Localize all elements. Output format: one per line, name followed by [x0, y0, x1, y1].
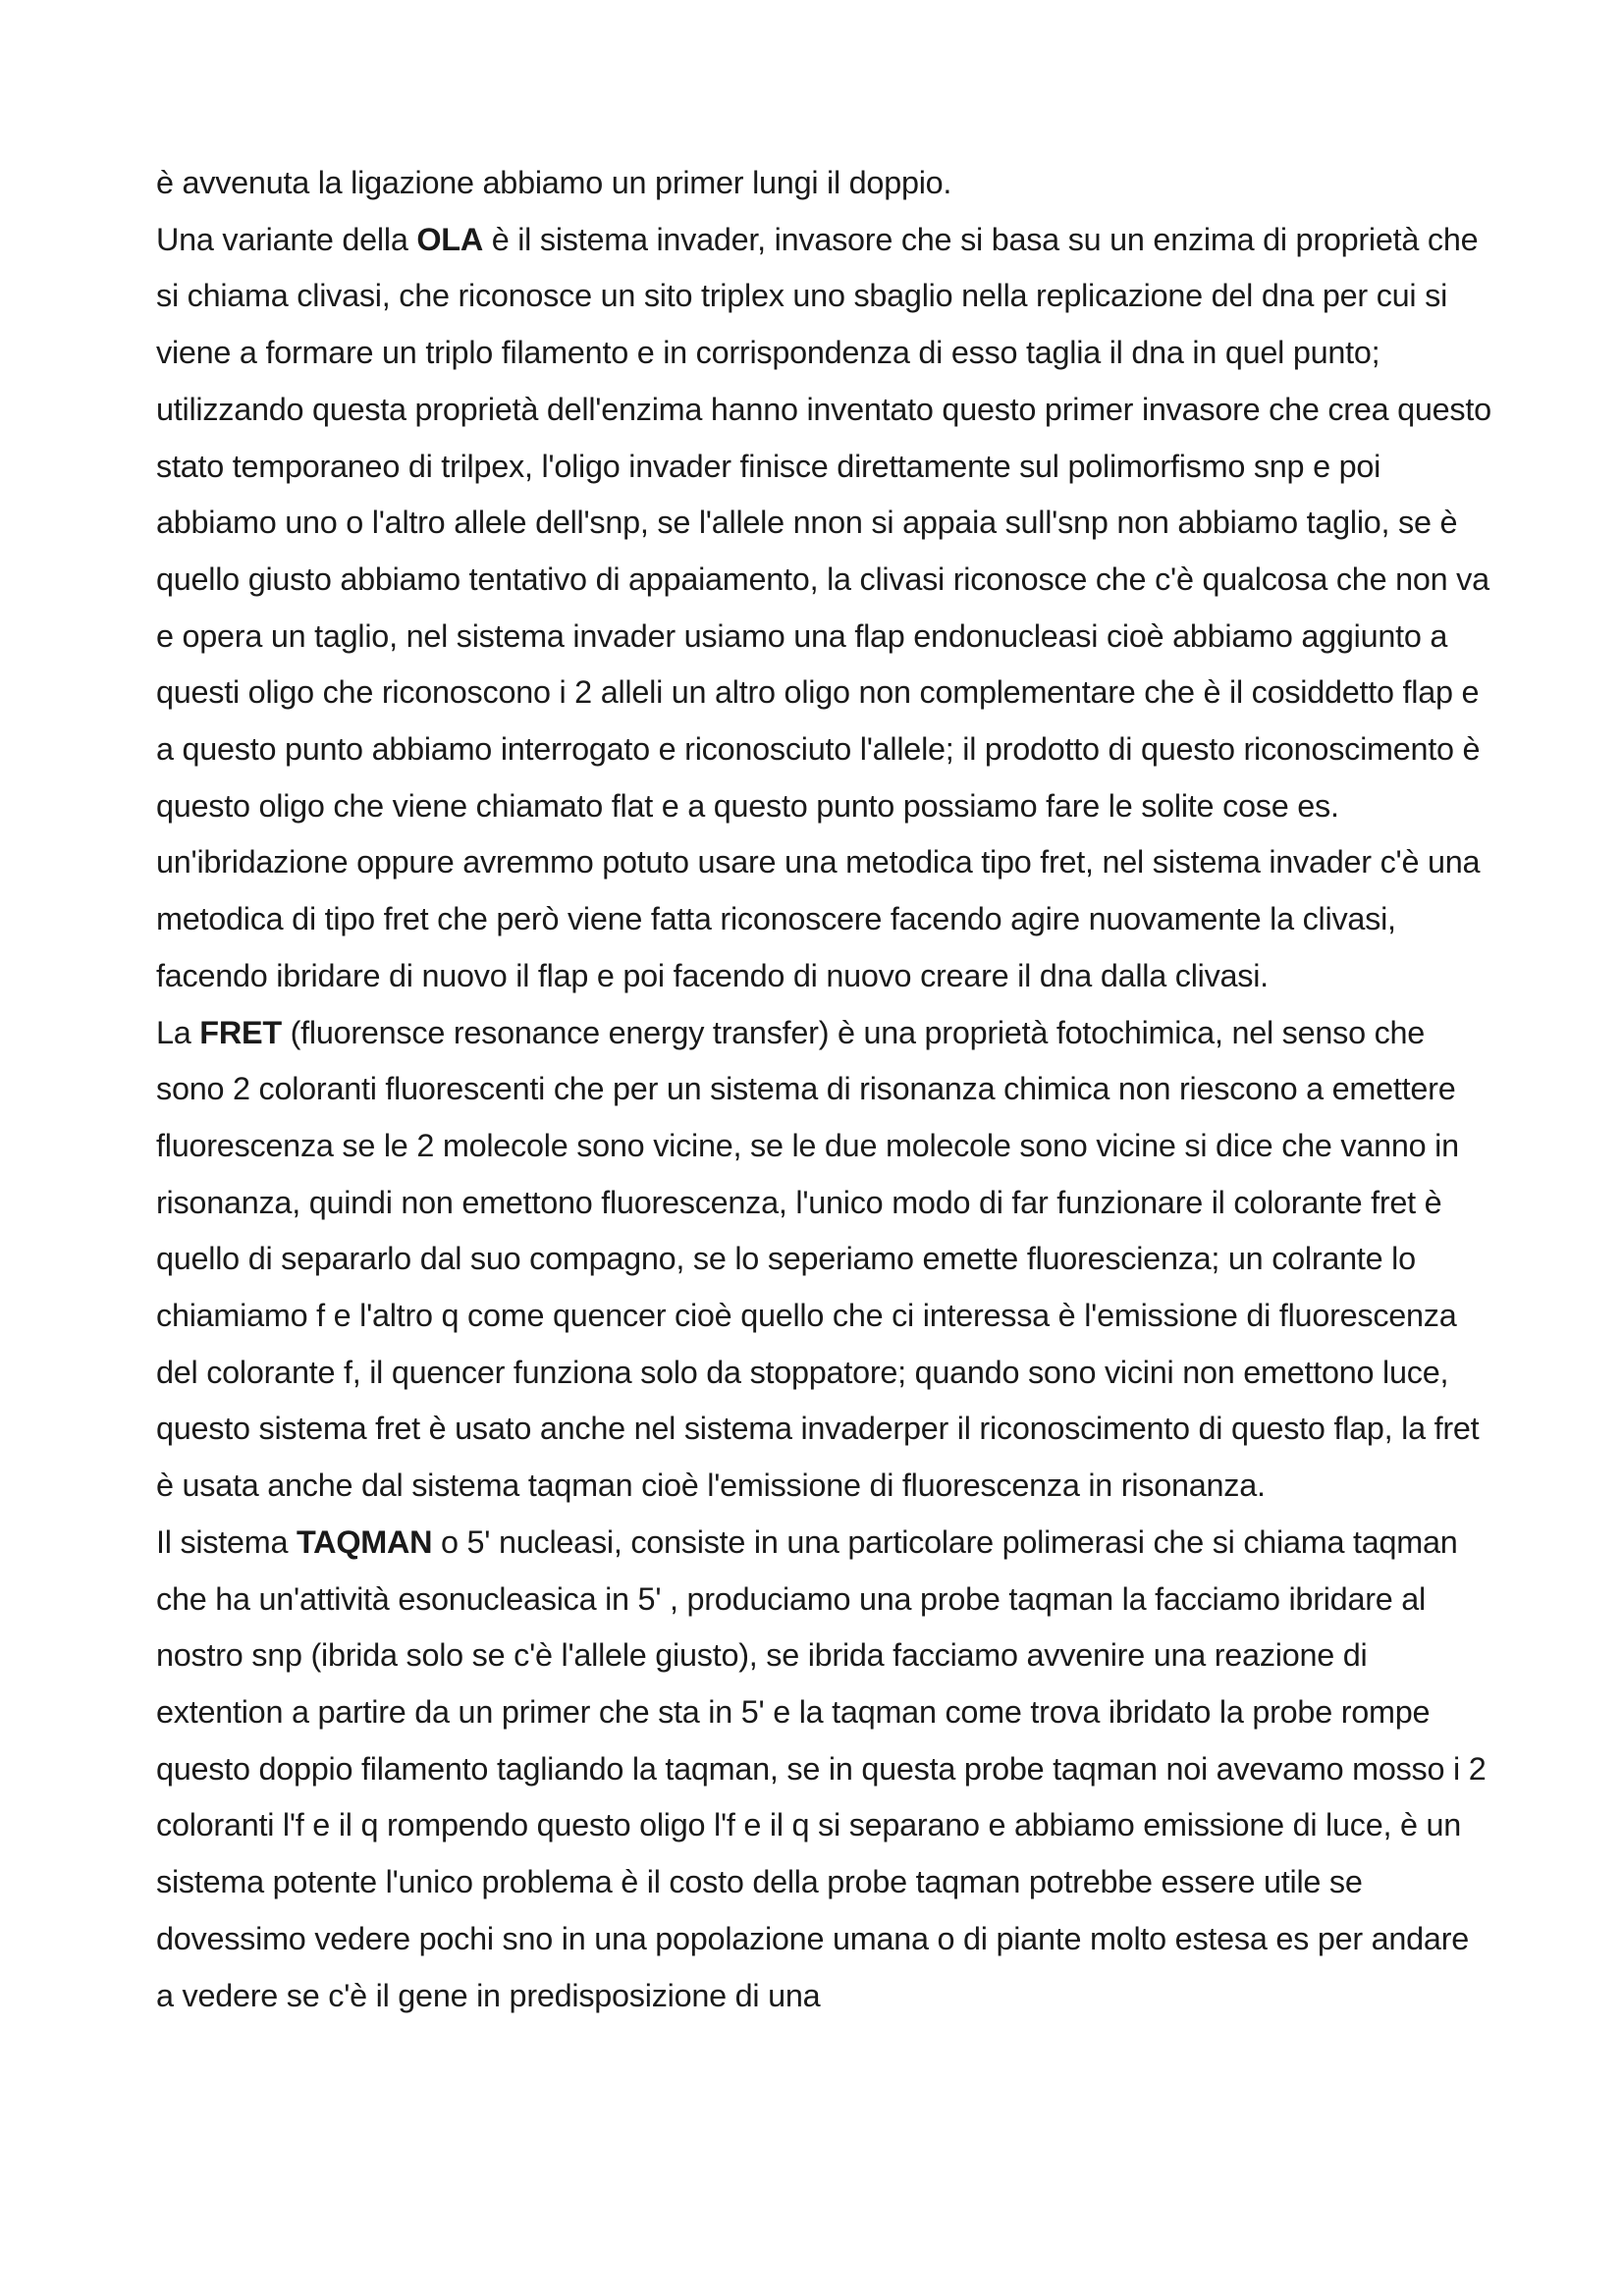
term-ola: OLA	[416, 221, 483, 257]
paragraph-text: La	[156, 1014, 200, 1050]
term-taqman: TAQMAN	[297, 1523, 433, 1560]
paragraph-text: è il sistema invader, invasore che si basa su un enzima di proprietà che si chiama clivasi, che riconosce un sito triplex uno sbaglio nella replicazione del dna per cui si viene a formare un triplo filamento e in corrispondenza di esso taglia il dna in quel punto; utilizzando questa proprietà dell'enzima hanno inventato questo primer invasore che crea questo stato temporaneo di trilpex, l'oligo invader finisce direttamente sul polimorfismo snp e poi abbiamo uno o l'altro allele dell'snp, se l'allele nnon si appaia sull'snp non abbiamo taglio, se è quello giusto abbiamo tentativo di appaiamento, la clivasi riconosce che c'è qualcosa che non va e opera un taglio, nel sistema invader usiamo una flap endonucleasi cioè abbiamo aggiunto a questi oligo che riconoscono i 2 alleli un altro oligo non complementare che è il cosiddetto flap e a questo punto abbiamo interrogato e riconosciuto l'allele; il prodotto di questo riconoscimento è questo oligo che viene chiamato flat e a questo punto possiamo fare le solite cose es. un'ibridazione oppure avremmo potuto usare una metodica tipo fret, nel sistema invader c'è una metodica di tipo fret che però viene fatta riconoscere facendo agire nuovamente la clivasi, facendo ibridare di nuovo il flap e poi facendo di nuovo creare il dna dalla clivasi.	[156, 221, 1491, 993]
paragraph-taqman	[156, 1515, 1491, 2024]
document-body	[156, 155, 1491, 2024]
paragraph-text: (fluorensce resonance energy transfer) è una proprietà fotochimica, nel senso che sono 2 coloranti fluorescenti che per un sistema di risonanza chimica non riescono a emettere fluorescenza se le 2 molecole sono vicine, se le due molecole sono vicine si dice che vanno in risonanza, quindi non emettono fluorescenza, l'unico modo di far funzionare il colorante fret è quello di separarlo dal suo compagno, se lo seperiamo emette fluorescienza; un colrante lo chiamiamo f e l'altro q come quencer cioè quello che ci interessa è l'emissione di fluorescenza del colorante f, il quencer funziona solo da stoppatore; quando sono vicini non emettono luce, questo sistema fret è usato anche nel sistema invaderper il riconoscimento di questo flap, la fret è usata anche dal sistema taqman cioè l'emissione di fluorescenza in risonanza.	[156, 1014, 1480, 1504]
term-fret: FRET	[199, 1014, 282, 1050]
paragraph-text: Il sistema	[156, 1523, 298, 1560]
paragraph-ligation-end	[156, 155, 1491, 212]
paragraph-text: è avvenuta la ligazione abbiamo un primer lungi il doppio.	[156, 165, 952, 200]
paragraph-invader-system	[156, 212, 1491, 1005]
paragraph-text: Una variante della	[156, 221, 417, 257]
paragraph-text: o 5' nucleasi, consiste in una particolare polimerasi che si chiama taqman che ha un'attività esonucleasica in 5' , produciamo una probe taqman la facciamo ibridare al nostro snp (ibrida solo se c'è l'allele giusto), se ibrida facciamo avvenire una reazione di extention a partire da un primer che sta in 5' e la taqman come trova ibridato la probe rompe questo doppio filamento tagliando la taqman, se in questa probe taqman noi avevamo mosso i 2 coloranti l'f e il q rompendo questo oligo l'f e il q si separano e abbiamo emissione di luce, è un sistema potente l'unico problema è il costo della probe taqman potrebbe essere utile se dovessimo vedere pochi sno in una popolazione umana o di piante molto estesa es per andare a vedere se c'è il gene in predisposizione di una	[156, 1523, 1487, 2013]
paragraph-fret	[156, 1005, 1491, 1515]
